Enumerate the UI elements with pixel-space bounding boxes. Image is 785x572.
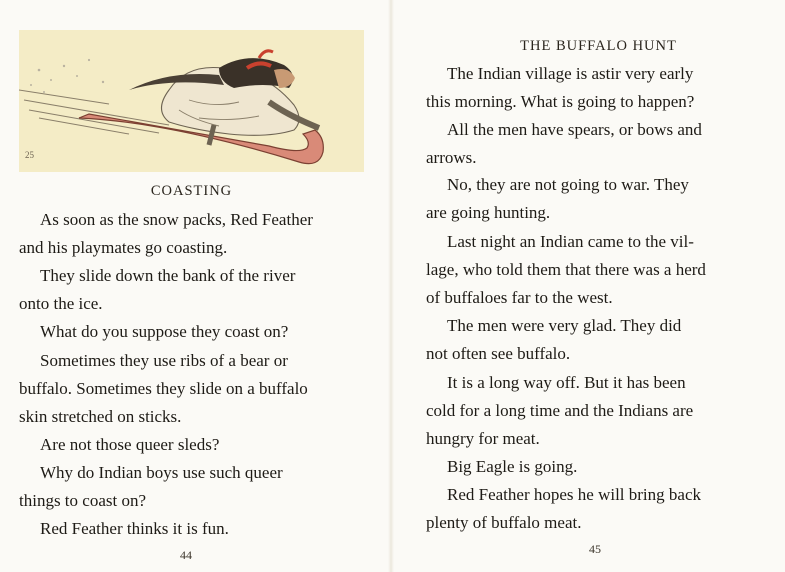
page-number: 44: [180, 548, 192, 562]
text-line: arrows.: [426, 148, 477, 167]
text-line: The men were very glad. They did: [447, 316, 682, 335]
text-line: Big Eagle is going.: [447, 457, 578, 476]
section-heading-coasting: COASTING: [150, 183, 233, 199]
text-line: lage, who told them that there was a herd: [426, 260, 706, 279]
text-line: cold for a long time and the Indians are: [426, 401, 694, 420]
sled-drawing: [19, 30, 364, 172]
text-line: this morning. What is going to happen?: [426, 92, 695, 111]
text-line: Red Feather hopes he will bring back: [447, 485, 701, 504]
section-heading-buffalo-hunt: THE BUFFALO HUNT: [520, 38, 677, 54]
text-line: plenty of buffalo meat.: [426, 513, 582, 532]
text-line: They slide down the bank of the river: [40, 266, 296, 285]
text-line: are going hunting.: [426, 203, 551, 222]
text-line: All the men have spears, or bows and: [447, 120, 702, 139]
text-line: Why do Indian boys use such queer: [40, 463, 283, 482]
coasting-illustration: [19, 30, 364, 172]
text-line: What do you suppose they coast on?: [40, 322, 289, 341]
right-page: [400, 0, 785, 572]
text-line: As soon as the snow packs, Red Feather: [40, 210, 313, 229]
text-line: Last night an Indian came to the vil-: [447, 232, 694, 251]
left-page: [0, 0, 385, 572]
page-number: 45: [589, 542, 601, 556]
text-line: Red Feather thinks it is fun.: [40, 519, 229, 538]
text-line: The Indian village is astir very early: [447, 64, 694, 83]
text-line: buffalo. Sometimes they slide on a buffalo: [19, 379, 308, 398]
book-fold: [388, 0, 394, 572]
text-line: Are not those queer sleds?: [40, 435, 220, 454]
text-line: Sometimes they use ribs of a bear or: [40, 351, 288, 370]
text-line: not often see buffalo.: [426, 344, 571, 363]
text-line: things to coast on?: [19, 491, 147, 510]
text-line: It is a long way off. But it has been: [447, 373, 686, 392]
text-line: skin stretched on sticks.: [19, 407, 182, 426]
svg-text:25: 25: [25, 150, 34, 160]
text-line: No, they are not going to war. They: [447, 175, 689, 194]
text-line: hungry for meat.: [426, 429, 540, 448]
text-line: and his playmates go coasting.: [19, 238, 228, 257]
text-line: onto the ice.: [19, 294, 103, 313]
text-line: of buffaloes far to the west.: [426, 288, 613, 307]
